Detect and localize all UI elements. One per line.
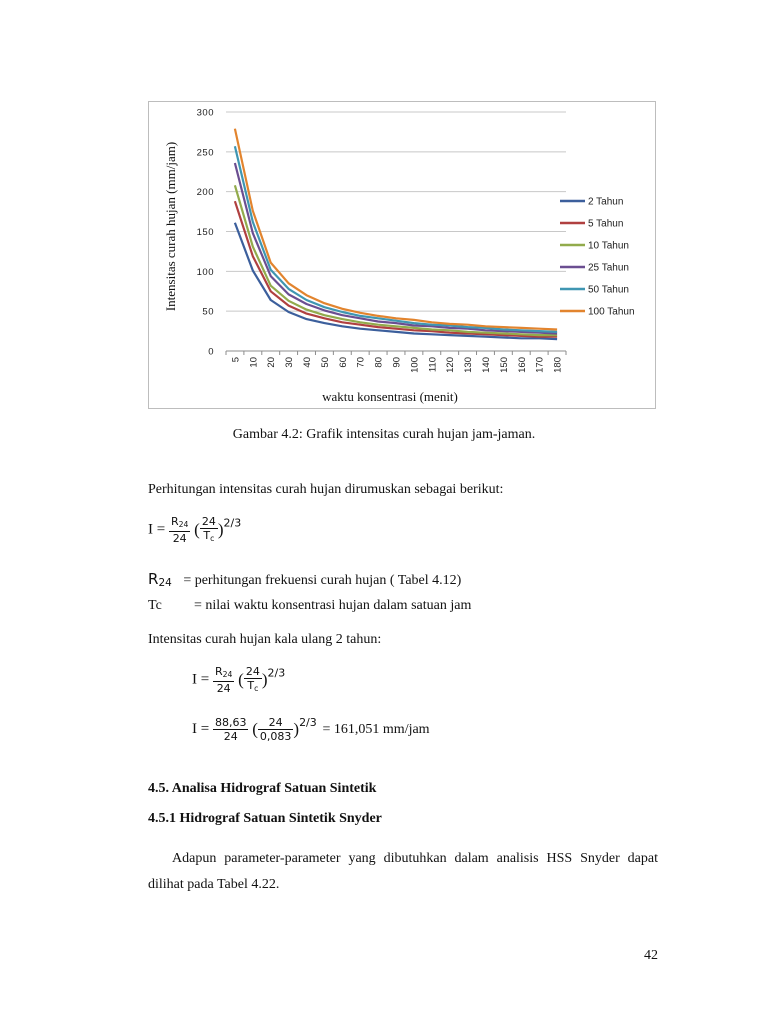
series-line-10-tahun xyxy=(235,185,557,335)
tc2-symbol: T xyxy=(247,679,255,692)
y-tick-label: 300 xyxy=(196,107,214,119)
legend-label: 100 Tahun xyxy=(588,306,635,318)
y-tick-label: 50 xyxy=(202,306,214,318)
x-tick-label: 140 xyxy=(480,357,492,373)
section-heading-4-5: 4.5. Analisa Hidrograf Satuan Sintetik xyxy=(148,781,377,796)
y-tick-label: 200 xyxy=(196,187,214,199)
x-tick-label: 160 xyxy=(516,357,528,373)
tc-symbol: T xyxy=(203,529,211,542)
right-paren: ) xyxy=(217,520,224,539)
x-tick-label: 80 xyxy=(373,357,385,368)
legend-label: 10 Tahun xyxy=(588,240,629,252)
intro-text: Perhitungan intensitas curah hujan dirumuskan sebagai berikut: xyxy=(148,482,504,497)
right-paren-3: ) xyxy=(293,719,300,739)
result-value: = 161,051 mm/jam xyxy=(322,722,430,737)
x-tick-label: 130 xyxy=(463,357,475,373)
example-heading: Intensitas curah hujan kala ulang 2 tahun: xyxy=(148,632,382,647)
def-tc-symbol: Tc xyxy=(148,598,162,613)
x-tick-label: 170 xyxy=(534,357,546,373)
x-axis-label: waktu konsentrasi (menit) xyxy=(322,389,458,404)
x-tick-label: 40 xyxy=(302,357,314,368)
numerator-24: 24 xyxy=(201,515,216,528)
formula-example-numeric xyxy=(192,716,430,743)
x-tick-label: 100 xyxy=(409,357,421,373)
x-tick-label: 110 xyxy=(427,357,439,373)
denominator2-24: 24 xyxy=(216,682,231,695)
series-line-100-tahun xyxy=(235,129,557,330)
x-tick-label: 70 xyxy=(355,357,367,368)
r-subscript: 24 xyxy=(178,520,189,529)
left-paren-3: ( xyxy=(252,719,258,739)
left-paren: ( xyxy=(194,520,200,539)
formula-example-symbolic xyxy=(192,665,285,695)
x-tick-label: 5 xyxy=(230,357,242,363)
section-heading-4-5-1: 4.5.1 Hidrograf Satuan Sintetik Snyder xyxy=(148,811,382,826)
formula3-fraction-r xyxy=(213,716,249,743)
x-tick-label: 50 xyxy=(319,357,331,368)
x-tick-label: 60 xyxy=(337,357,349,368)
formula3-fraction-tc xyxy=(258,716,294,743)
def-r-subscript: 24 xyxy=(158,577,172,589)
tc2-subscript: c xyxy=(254,684,259,693)
left-paren-2: ( xyxy=(238,670,244,689)
formula3-lhs: I = xyxy=(192,721,210,737)
formula-fraction-tc xyxy=(200,515,218,545)
body-paragraph: Adapun parameter-parameter yang dibutuhkan dalam analisis HSS Snyder dapat dilihat pada Tabel 4.22. xyxy=(148,851,658,892)
y-tick-label: 250 xyxy=(196,147,214,159)
x-tick-label: 180 xyxy=(552,357,564,373)
formula-lhs: I = xyxy=(148,521,166,538)
x-tick-label: 90 xyxy=(391,357,403,368)
formula-main xyxy=(148,515,241,545)
y-tick-label: 150 xyxy=(196,227,214,238)
x-tick-label: 20 xyxy=(266,357,278,368)
formula2-fraction-tc xyxy=(244,665,262,695)
def-r-symbol: R xyxy=(148,570,159,588)
y-axis-label: Intensitas curah hujan (mm/jam) xyxy=(163,141,178,312)
x-tick-label: 30 xyxy=(284,357,296,368)
right-paren-2: ) xyxy=(261,670,268,689)
formula-fraction-r24 xyxy=(169,515,190,545)
numerator3-24: 24 xyxy=(258,716,294,730)
def-tc-text: = nilai waktu konsentrasi hujan dalam satuan jam xyxy=(194,598,472,613)
denominator3-24: 24 xyxy=(223,730,238,744)
x-tick-label: 150 xyxy=(498,357,510,373)
x-tick-label: 10 xyxy=(248,357,260,368)
r2-subscript: 24 xyxy=(222,670,233,679)
legend-label: 5 Tahun xyxy=(588,218,624,230)
legend-label: 25 Tahun xyxy=(588,262,629,274)
exponent-2: 2/3 xyxy=(267,666,286,680)
r-value: 88,63 xyxy=(214,716,247,730)
page-number: 42 xyxy=(644,948,658,963)
y-tick-label: 100 xyxy=(196,266,214,278)
formula2-fraction-r24 xyxy=(213,665,234,695)
definition-r24 xyxy=(148,570,461,590)
def-r-text: = perhitungan frekuensi curah hujan ( Tabel 4.12) xyxy=(183,573,462,588)
legend-label: 50 Tahun xyxy=(588,284,629,296)
intensity-chart xyxy=(148,101,656,409)
tc-subscript: c xyxy=(210,534,215,543)
legend-label: 2 Tahun xyxy=(588,196,624,208)
exponent-3: 2/3 xyxy=(299,716,317,729)
tc-value: 0,083 xyxy=(259,730,292,744)
r2-symbol: R xyxy=(214,665,223,678)
x-tick-label: 120 xyxy=(445,357,457,373)
y-tick-label: 0 xyxy=(208,346,214,358)
denominator-24: 24 xyxy=(172,532,187,545)
exponent: 2/3 xyxy=(223,516,242,530)
series-line-50-tahun xyxy=(235,146,557,332)
definition-tc xyxy=(148,598,471,615)
series-line-5-tahun xyxy=(235,201,557,337)
numerator2-24: 24 xyxy=(245,665,260,678)
figure-caption: Gambar 4.2: Grafik intensitas curah hujan jam-jaman. xyxy=(232,427,536,442)
formula2-lhs: I = xyxy=(192,671,210,688)
r-symbol: R xyxy=(170,515,179,528)
